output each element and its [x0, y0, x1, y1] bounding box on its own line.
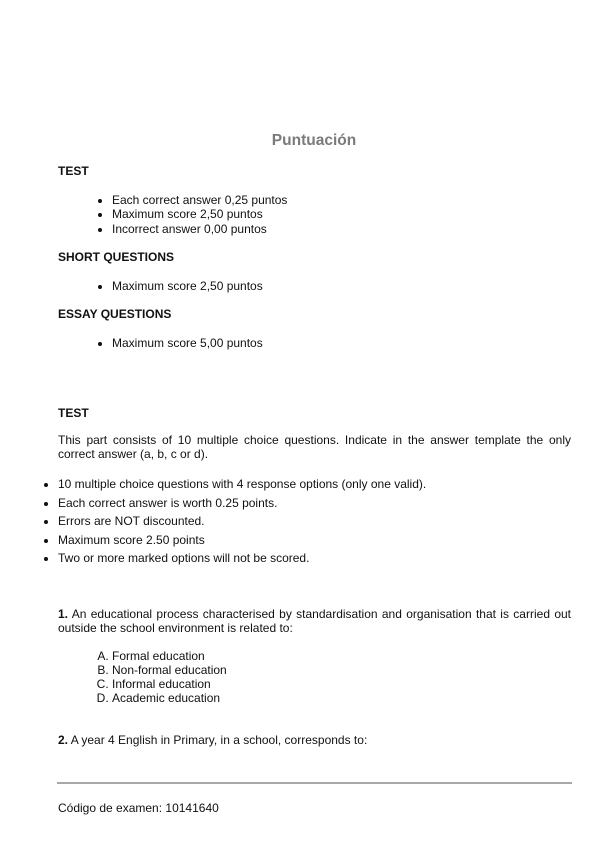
test-intro: This part consists of 10 multiple choice questions. Indicate in the answer template the only correct answer (a, b, c or d).	[58, 433, 571, 462]
question-1	[58, 607, 571, 636]
question-text: A year 4 English in Primary, in a school, corresponds to:	[70, 733, 368, 747]
question-text: An educational process characterised by standardisation and organisation that is carried out outside the school environment is related to:	[58, 607, 572, 636]
page-title: Puntuación	[271, 132, 357, 149]
question-number: 1.	[58, 607, 69, 621]
list-item: • Maximum score 5,00 puntos	[112, 336, 263, 350]
test-section-heading: TEST	[58, 406, 89, 420]
answer-option-b: B. Non-formal education	[112, 663, 227, 677]
answer-option-c: C. Informal education	[112, 677, 227, 691]
test-rules-list	[38, 475, 426, 568]
test-scoring-heading: TEST	[58, 164, 89, 178]
essay-questions-heading: ESSAY QUESTIONS	[58, 307, 172, 321]
list-item: • Each correct answer 0,25 puntos	[112, 193, 287, 207]
test-scoring-list	[92, 193, 287, 236]
list-item: • Maximum score 2,50 puntos	[112, 279, 263, 293]
exam-code: Código de examen: 10141640	[58, 801, 219, 815]
list-item: • Errors are NOT discounted.	[58, 512, 426, 531]
answer-option-a: A. Formal education	[112, 649, 227, 663]
essay-questions-list	[92, 336, 263, 350]
short-questions-heading: SHORT QUESTIONS	[58, 250, 175, 264]
list-item: • 10 multiple choice questions with 4 response options (only one valid).	[58, 475, 426, 494]
list-item: • Two or more marked options will not be scored.	[58, 549, 426, 568]
question-number: 2.	[58, 733, 69, 747]
list-item: • Incorrect answer 0,00 puntos	[112, 222, 287, 236]
footer-divider	[57, 782, 572, 784]
list-item: • Maximum score 2.50 points	[58, 531, 426, 550]
list-item: • Maximum score 2,50 puntos	[112, 207, 287, 221]
answer-option-d: D. Academic education	[112, 691, 227, 705]
question-2	[58, 733, 571, 747]
list-item: • Each correct answer is worth 0.25 points.	[58, 494, 426, 513]
short-questions-list	[92, 279, 263, 293]
question-1-options	[92, 649, 227, 705]
